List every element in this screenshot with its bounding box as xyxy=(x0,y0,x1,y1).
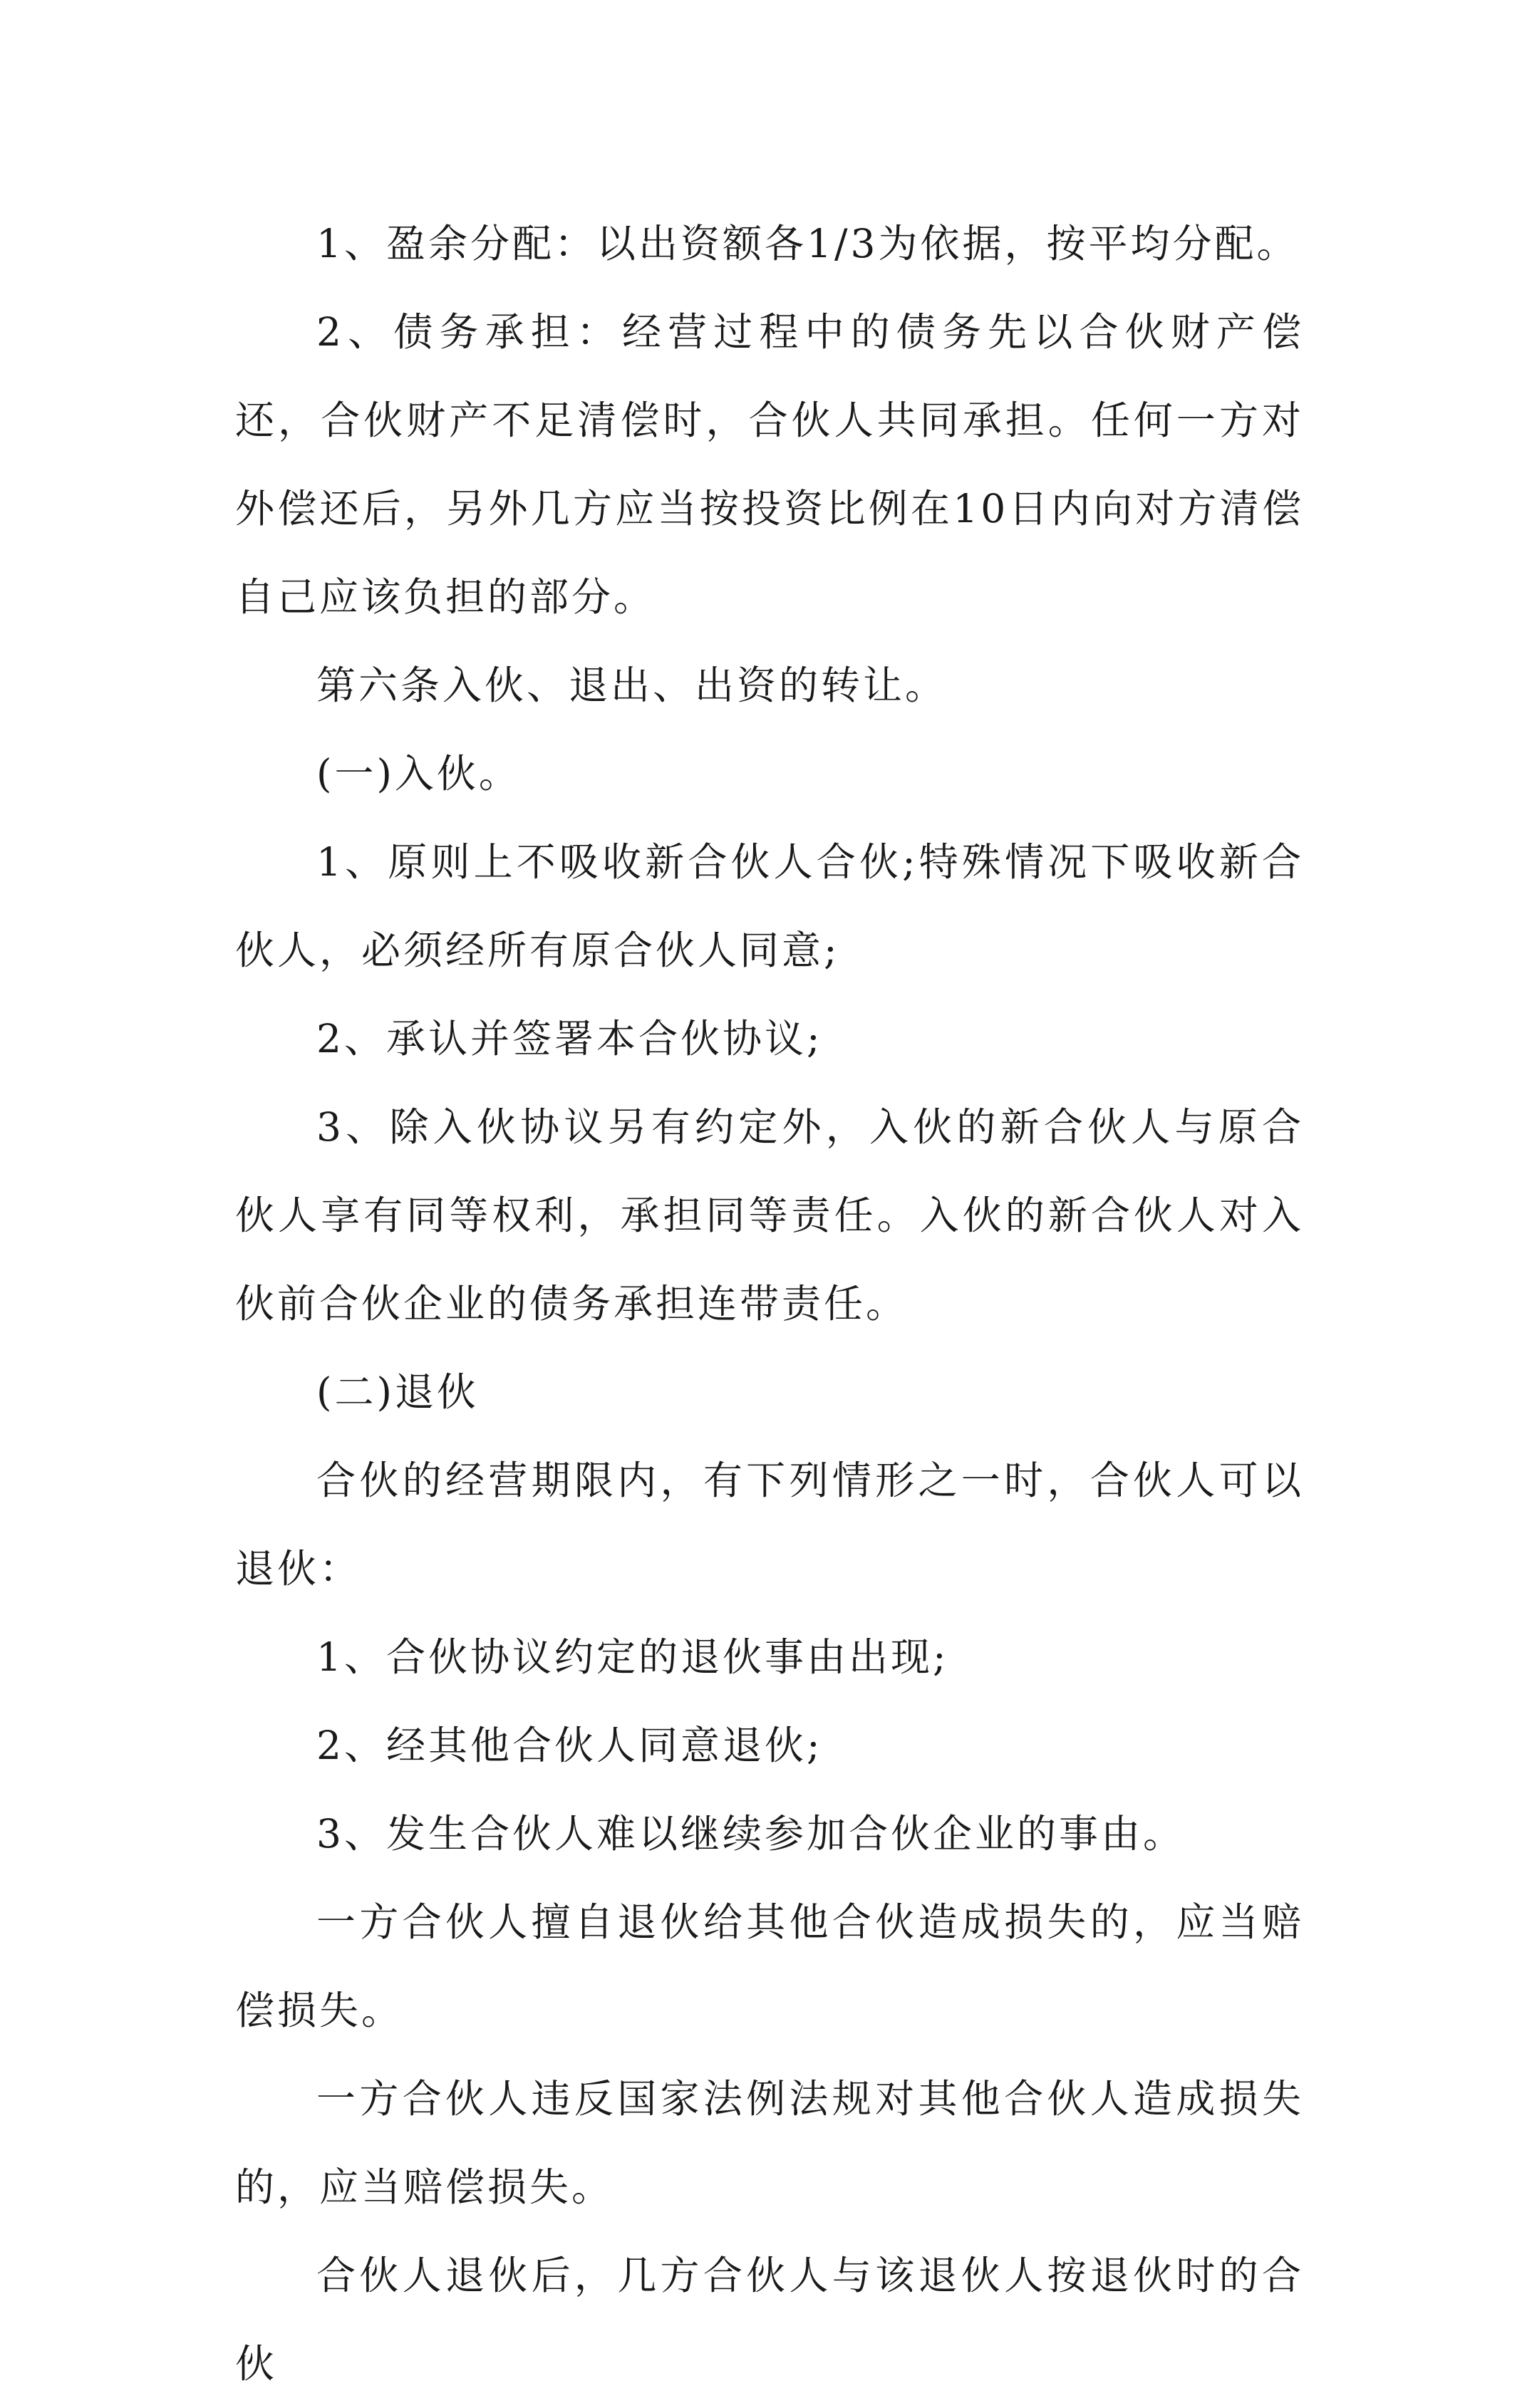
paragraph-withdraw-case-3: 3、发生合伙人难以继续参加合伙企业的事由。 xyxy=(316,1811,1185,1857)
paragraph-debt-bearing: 2、债务承担：经营过程中的债务先以合伙财产偿还，合伙财产不足清偿时，合伙人共同承担。任何一方对外偿还后，另外几方应当按投资比例在10日内向对方清偿自己应该负担的部分。 xyxy=(235,309,1304,620)
paragraph-after-withdraw: 合伙人退伙后，几方合伙人与该退伙人按退伙时的合伙 xyxy=(235,2253,1304,2387)
document-body xyxy=(235,199,1304,2408)
paragraph-profit-distribution: 1、盈余分配：以出资额各1/3为依据，按平均分配。 xyxy=(316,221,1299,266)
article-six-heading: 第六条入伙、退出、出资的转让。 xyxy=(316,663,948,708)
section-join-heading: (一)入伙。 xyxy=(316,751,521,796)
section-withdraw-heading: (二)退伙 xyxy=(316,1369,479,1415)
paragraph-join-rule-1: 1、原则上不吸收新合伙人合伙;特殊情况下吸收新合伙人，必须经所有原合伙人同意; xyxy=(235,839,1304,973)
paragraph-withdraw-intro: 合伙的经营期限内，有下列情形之一时，合伙人可以退伙： xyxy=(235,1458,1304,1592)
paragraph-join-rule-2: 2、承认并签署本合伙协议; xyxy=(316,1016,823,1062)
paragraph-withdraw-case-1: 1、合伙协议约定的退伙事由出现; xyxy=(316,1634,949,1680)
paragraph-law-violation: 一方合伙人违反国家法例法规对其他合伙人造成损失的，应当赔偿损失。 xyxy=(235,2076,1304,2210)
paragraph-unauthorized-withdraw: 一方合伙人擅自退伙给其他合伙造成损失的，应当赔偿损失。 xyxy=(235,1899,1304,2033)
paragraph-withdraw-case-2: 2、经其他合伙人同意退伙; xyxy=(316,1723,823,1768)
paragraph-join-rule-3: 3、除入伙协议另有约定外，入伙的新合伙人与原合伙人享有同等权利，承担同等责任。入伙的新合伙人对入伙前合伙企业的债务承担连带责任。 xyxy=(235,1104,1304,1327)
